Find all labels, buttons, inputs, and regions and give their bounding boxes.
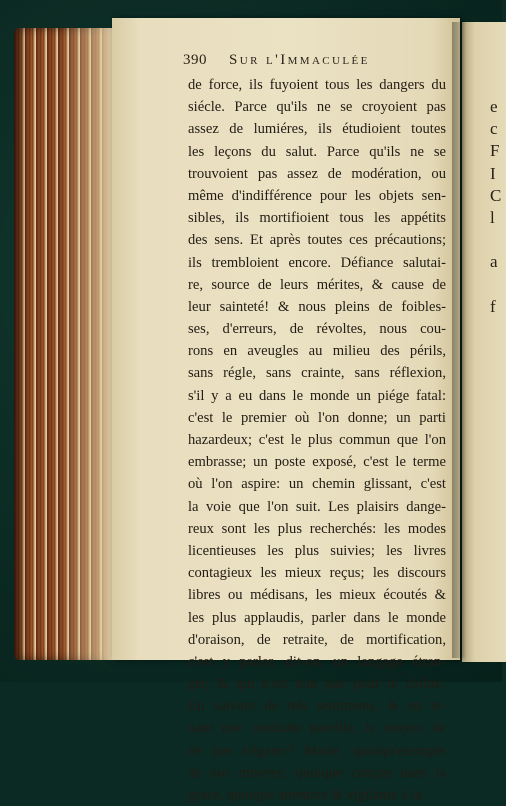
facing-page-text [490,96,504,318]
facing-page-fragment: e [490,97,498,116]
text-line: même d'indifférence pour les objets sen- [188,187,446,204]
text-line: siécle. Parce qu'ils ne se croyoient pas [188,99,446,116]
text-line: ger, & qui n'est bon que pour le cloître. [188,676,446,693]
text-line: grace, quoique attentive & vigilante à la [188,787,422,803]
text-line: les leçons du salut. Parce qu'ils ne se [188,143,446,160]
text-line: la voie que l'on suit. Les plaisirs dange- [188,498,446,515]
text-line: embrasse; un poste exposé, c'est le terme [188,454,446,471]
facing-page-fragment: F [490,141,500,161]
text-line: ne pas s'égarer? Marie, quoiqu'exempte [188,742,446,759]
running-head: Sur l'Immaculée [229,52,370,68]
facing-page-fragment: C [490,185,502,205]
text-line: d'oraison, de retraite, de mortification, [188,631,446,648]
facing-page-fragment: f [490,296,496,316]
page-number: 390 [183,52,207,68]
facing-page-fragment: l [490,207,495,227]
text-line: de force, ils fuyoient tous les dangers du [188,77,446,93]
gutter-shadow [452,22,466,658]
text-line: des sens. Et après toutes ces précautions; [188,232,446,249]
text-line: s'il y a eu dans le monde un piége fatal: [188,387,446,404]
text-line: reux sont les plus recherchés: les modes [188,520,446,537]
text-line: contagieux les mieux reçus; les discours [188,565,446,582]
facing-page-fragment [490,274,504,296]
text-line: licentieuses les plus suivies; les livres [188,542,446,559]
page-body-text [188,74,446,806]
text-line: libres ou médisans, les mieux écoutés & [188,587,446,604]
text-line: de nos misères; quoique conçue dans la [188,764,446,781]
facing-page-fragment: I [490,163,496,183]
text-line: sans régle, sans crainte, sans réflexion, [188,365,446,382]
text-line: nant une conduite pareille, le moyen de [188,720,446,737]
page-header [183,52,443,74]
facing-page-fragment: a [490,252,498,272]
text-line: rons en aveugles au milieu des périls, [188,343,446,360]
text-line: En suivant de tels sentimens, & en te- [188,698,446,715]
text-line: assez de lumiéres, ils étudioient toutes [188,121,446,138]
text-line: re, source de leurs mérites, & cause de [188,276,446,293]
text-line: c'est y parler, dit-on, un langage étran- [188,653,446,670]
facing-page-fragment [490,229,504,251]
text-line: hazardeux; c'est le plus commun que l'on [188,432,446,448]
book-page-edges-highlight [60,28,114,660]
text-line: leur sainteté! & nous pleins de foibles- [188,298,446,315]
text-line: où l'on aspire: un chemin glissant, c'est [188,476,446,493]
text-line: sibles, ils mortifioient tous les appétits [188,210,446,227]
text-line: les plus applaudis, parler dans le monde [188,609,446,626]
facing-page-fragment: c [490,119,498,139]
text-line: trouvoient pas assez de modération, ou [188,165,446,182]
text-line: ils trembloient encore. Défiance salutai- [188,254,446,271]
text-line: ses, d'erreurs, de révoltes, nous cou- [188,321,446,338]
text-line: c'est le premier où l'on donne; un parti [188,409,446,426]
